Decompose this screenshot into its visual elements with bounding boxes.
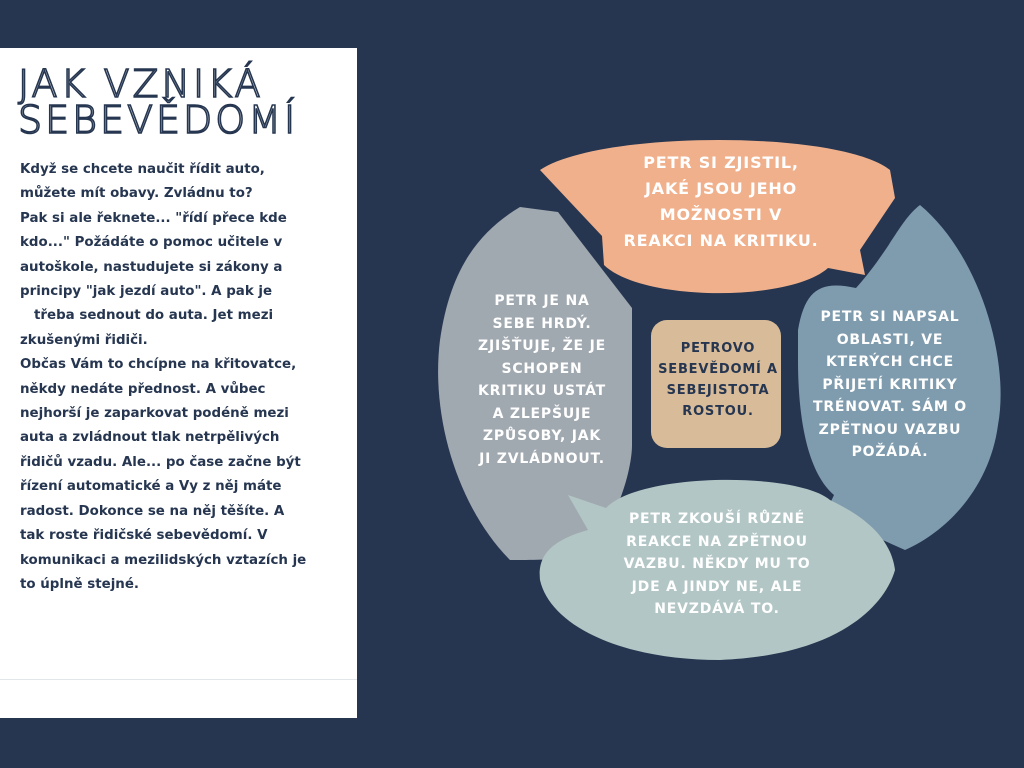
body-line: Občas Vám to chcípne na křitovatce, xyxy=(20,357,297,373)
label-bottom-line: NEVZDÁVÁ TO. xyxy=(654,601,780,617)
label-left xyxy=(462,290,622,470)
label-left-line: PETR JE NA xyxy=(494,293,590,309)
label-right-line: TRÉNOVAT. SÁM O xyxy=(812,399,967,415)
body-line: tak roste řidičské sebevědomí. V xyxy=(20,528,268,544)
label-top-line: PETR SI ZJISTIL, xyxy=(643,153,799,172)
label-top-line: REAKCI NA KRITIKU. xyxy=(623,231,819,250)
label-left-line: KRITIKU USTÁT xyxy=(477,383,607,399)
body-line: komunikaci a mezilidských vztazích je xyxy=(20,552,307,568)
label-right-line: OBLASTI, VE xyxy=(836,331,944,348)
body-line: to úplně stejné. xyxy=(20,576,139,592)
label-right-line: PŘIJETÍ KRITIKY xyxy=(822,376,958,393)
label-left-line: SEBE HRDÝ. xyxy=(492,315,592,332)
body-paragraph xyxy=(20,158,320,597)
label-right xyxy=(805,306,975,464)
label-right-line: ZPĚTNOU VAZBU xyxy=(818,421,962,438)
label-right-line: POŽÁDÁ. xyxy=(851,444,929,460)
body-line: Pak si ale řeknete... "řídí přece kde xyxy=(20,210,287,226)
label-top-line: MOŽNOSTI V xyxy=(659,205,783,224)
body-line: kdo..." Požádáte o pomoc učitele v xyxy=(20,235,283,251)
body-line: radost. Dokonce se na něj těšíte. A xyxy=(20,503,285,519)
title-line-1: JAK VZNIKÁ xyxy=(18,62,264,106)
label-left-line: SCHOPEN xyxy=(501,360,583,377)
label-center-line: ROSTOU. xyxy=(682,404,754,419)
label-bottom-line: REAKCE NA ZPĚTNOU xyxy=(626,533,808,550)
label-bottom-line: JDE A JINDY NE, ALE xyxy=(631,578,803,595)
label-left-line: JI ZVLÁDNOUT. xyxy=(479,450,605,467)
label-center-line: SEBEVĚDOMÍ A xyxy=(658,362,778,377)
body-line: někdy nedáte přednost. A vůbec xyxy=(20,381,266,397)
label-bottom xyxy=(607,508,827,621)
cycle-diagram xyxy=(420,110,1020,670)
body-line: řidičů vzadu. Ale... po čase začne být xyxy=(20,454,301,470)
body-line: Když se chcete naučit řídit auto, xyxy=(20,162,265,177)
label-left-line: ZJIŠŤUJE, ŽE JE xyxy=(478,338,606,354)
body-line: auta a zvládnout tlak netrpělivých xyxy=(20,430,280,446)
panel-divider xyxy=(0,679,357,680)
page-title xyxy=(18,62,299,142)
label-bottom-line: VAZBU. NĚKDY MU TO xyxy=(623,556,811,572)
label-center-line: SEBEJISTOTA xyxy=(666,383,770,398)
label-center xyxy=(648,338,788,422)
label-top-line: JAKÉ JSOU JEHO xyxy=(645,179,797,198)
title-line-2: SEBEVĚDOMÍ xyxy=(18,98,299,142)
label-bottom-line: PETR ZKOUŠÍ RŮZNÉ xyxy=(628,511,805,527)
body-line: můžete mít obavy. Zvládnu to? xyxy=(20,186,253,202)
label-right-line: PETR SI NAPSAL xyxy=(820,309,960,325)
body-line: třeba sednout do auta. Jet mezi xyxy=(34,308,274,324)
label-top xyxy=(596,150,846,254)
body-line: nejhorší je zaparkovat podéně mezi xyxy=(20,406,289,422)
label-left-line: ZPŮSOBY, JAK xyxy=(482,428,602,444)
label-right-line: KTERÝCH CHCE xyxy=(826,354,954,370)
body-line: autoškole, nastudujete si zákony a xyxy=(20,259,283,275)
label-left-line: A ZLEPŠUJE xyxy=(492,405,592,422)
label-center-line: PETROVO xyxy=(680,341,756,356)
body-line: principy "jak jezdí auto". A pak je xyxy=(20,284,273,300)
body-line: řízení automatické a Vy z něj máte xyxy=(20,479,282,495)
body-line: zkušenými řidiči. xyxy=(20,332,148,348)
